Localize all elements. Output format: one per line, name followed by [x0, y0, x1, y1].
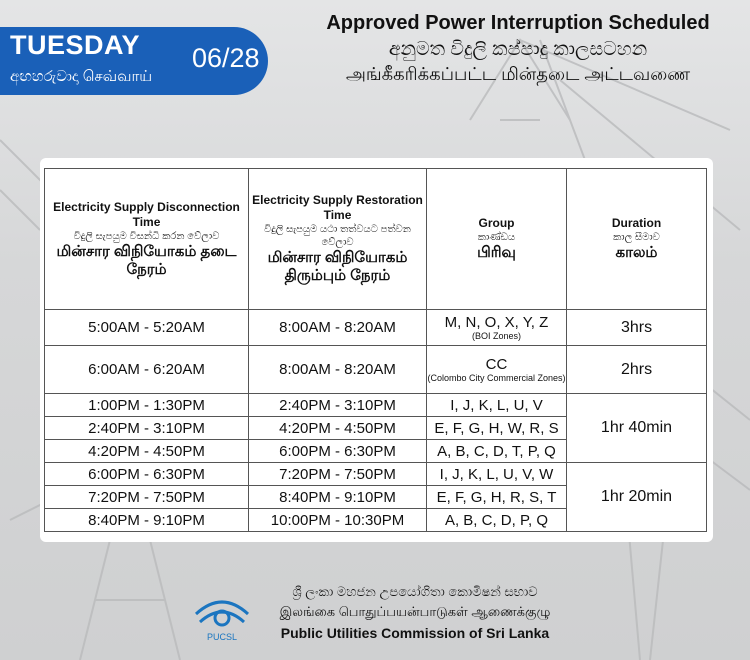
duration: 1hr 20min	[567, 463, 707, 532]
restore-time: 4:20PM - 4:50PM	[249, 417, 427, 440]
group-letters: M, N, O, X, Y, Z	[444, 313, 549, 331]
header-restoration-time: Electricity Supply Restoration Time විදුලි සැපයුම යථා තත්වයට පත්වන වේලාව மின்சார விநியோகம் திரும்பும் நேரம்	[249, 169, 427, 310]
disconnect-time: 5:00AM - 5:20AM	[45, 310, 249, 346]
duration: 2hrs	[567, 346, 707, 394]
disconnect-time: 8:40PM - 9:10PM	[45, 509, 249, 532]
org-name-english: Public Utilities Commission of Sri Lanka	[280, 625, 550, 641]
logo-text: PUCSL	[206, 632, 238, 642]
group-letters: I, J, K, L, U, V, W	[427, 463, 567, 486]
restore-time: 2:40PM - 3:10PM	[249, 394, 427, 417]
restore-time: 8:00AM - 8:20AM	[249, 346, 427, 394]
duration: 3hrs	[567, 310, 707, 346]
group-letters: A, B, C, D, T, P, Q	[427, 440, 567, 463]
restore-time: 8:40PM - 9:10PM	[249, 486, 427, 509]
group-letters: E, F, G, H, R, S, T	[427, 486, 567, 509]
group-note: (BOI Zones)	[471, 330, 521, 341]
headline	[268, 12, 750, 87]
group-letters: E, F, G, H, W, R, S	[427, 417, 567, 440]
group-cell	[427, 310, 567, 346]
table-row	[45, 394, 707, 417]
restore-time: 8:00AM - 8:20AM	[249, 310, 427, 346]
table-header-row	[45, 169, 707, 310]
duration: 1hr 40min	[567, 394, 707, 463]
table-row	[45, 346, 707, 394]
org-name-sinhala: ශ්‍රී ලංකා මහජන උපයෝගිතා කොමිෂන් සභාව	[292, 584, 538, 599]
day-name-local: අඟහරුවාදා செவ்வாய்	[10, 68, 153, 85]
table-row	[45, 310, 707, 346]
headline-tamil: அங்கீகரிக்கப்பட்ட மின்தடை அட்டவணை	[345, 64, 691, 84]
day-badge	[0, 27, 268, 95]
header-group: Group කාණ්ඩය பிரிவு	[427, 169, 567, 310]
disconnect-time: 2:40PM - 3:10PM	[45, 417, 249, 440]
schedule-date: 06/28	[192, 43, 260, 73]
disconnect-time: 6:00AM - 6:20AM	[45, 346, 249, 394]
headline-sinhala: අනුමත විදුලි කප්පාදු කාලසටහන	[388, 39, 648, 60]
disconnect-time: 6:00PM - 6:30PM	[45, 463, 249, 486]
header-disconnection-time: Electricity Supply Disconnection Time විදුලි සැපයුම විසන්ධි කරන වේලාව மின்சார விநியோகம் தடை நேரம்	[45, 169, 249, 310]
group-letters: A, B, C, D, P, Q	[427, 509, 567, 532]
header-duration: Duration කාල සීමාව காலம்	[567, 169, 707, 310]
day-name: TUESDAY	[10, 30, 141, 60]
disconnect-time: 1:00PM - 1:30PM	[45, 394, 249, 417]
disconnect-time: 4:20PM - 4:50PM	[45, 440, 249, 463]
group-cell	[427, 346, 567, 394]
org-name-tamil: இலங்கை பொதுப்பயன்பாடுகள் ஆணைக்குழு	[279, 604, 551, 619]
schedule-table	[44, 168, 707, 532]
organization-name	[270, 584, 560, 641]
pucsl-logo	[190, 592, 254, 644]
headline-english: Approved Power Interruption Scheduled	[326, 12, 710, 34]
table-row	[45, 463, 707, 486]
disconnect-time: 7:20PM - 7:50PM	[45, 486, 249, 509]
group-letters: I, J, K, L, U, V	[427, 394, 567, 417]
group-note: (Colombo City Commercial Zones)	[427, 372, 566, 383]
restore-time: 7:20PM - 7:50PM	[249, 463, 427, 486]
group-letters: CC	[485, 355, 508, 373]
restore-time: 10:00PM - 10:30PM	[249, 509, 427, 532]
restore-time: 6:00PM - 6:30PM	[249, 440, 427, 463]
